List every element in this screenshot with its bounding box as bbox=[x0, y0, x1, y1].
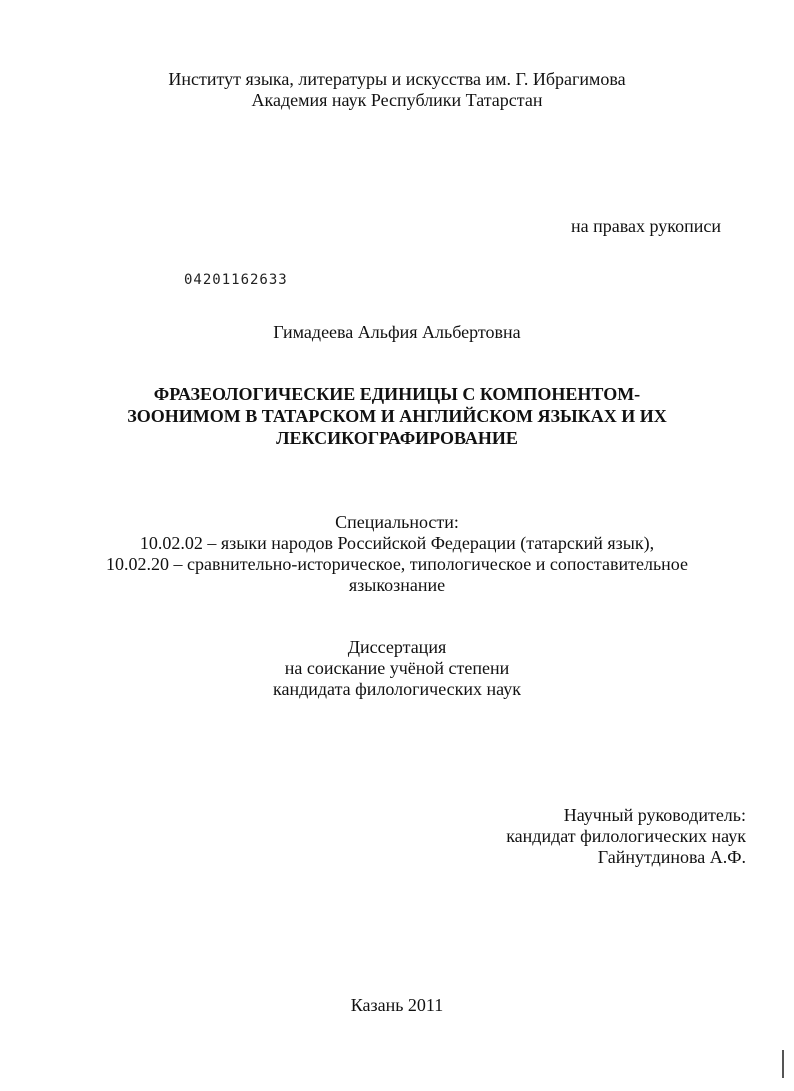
registration-number-stamp: 04201162633 bbox=[184, 272, 288, 288]
dissertation-degree-line: на соискание учёной степени bbox=[284, 658, 510, 678]
supervisor-name: Гайнутдинова А.Ф. bbox=[597, 847, 746, 867]
footer-city-year: Казань 2011 bbox=[350, 995, 444, 1015]
title-line: ЛЕКСИКОГРАФИРОВАНИЕ bbox=[276, 428, 518, 448]
header-institute: Институт языка, литературы и искусства им. Г. Ибрагимова bbox=[168, 69, 626, 89]
specialty-line: языкознание bbox=[348, 575, 446, 595]
supervisor-heading: Научный руководитель: bbox=[563, 805, 746, 825]
specialties-heading: Специальности: bbox=[335, 512, 459, 532]
dissertation-heading: Диссертация bbox=[347, 637, 447, 657]
header-academy: Академия наук Республики Татарстан bbox=[251, 90, 543, 110]
author-name: Гимадеева Альфия Альбертовна bbox=[273, 322, 521, 342]
title-line: ФРАЗЕОЛОГИЧЕСКИЕ ЕДИНИЦЫ С КОМПОНЕНТОМ- bbox=[153, 384, 641, 404]
dissertation-field-line: кандидата филологических наук bbox=[273, 679, 521, 699]
specialty-line: 10.02.02 – языки народов Российской Федерации (татарский язык), bbox=[139, 533, 655, 553]
title-line: ЗООНИМОМ В ТАТАРСКОМ И АНГЛИЙСКОМ ЯЗЫКАХ И ИХ bbox=[127, 406, 667, 426]
scan-edge-mark bbox=[782, 1050, 784, 1078]
supervisor-degree: кандидат филологических наук bbox=[506, 826, 746, 846]
manuscript-note: на правах рукописи bbox=[571, 216, 721, 236]
specialty-line: 10.02.20 – сравнительно-историческое, типологическое и сопоставительное bbox=[105, 554, 689, 574]
